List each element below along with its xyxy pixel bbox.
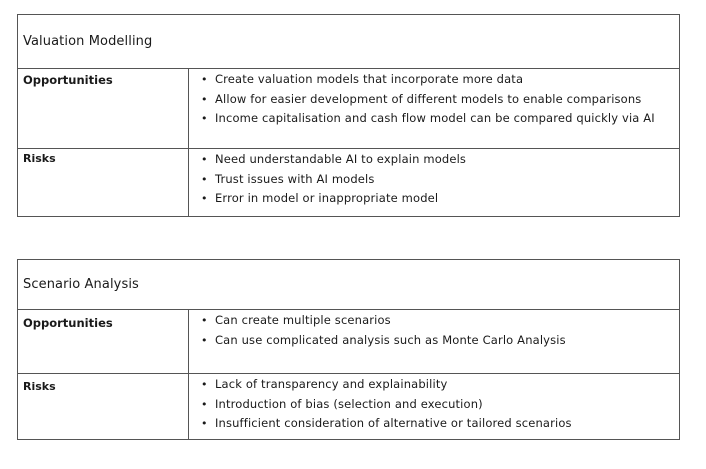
list-item (189, 189, 679, 209)
table-title: Valuation Modelling (23, 34, 153, 49)
risks-label: Risks (23, 380, 56, 393)
bullet-icon: • (201, 92, 208, 106)
risks-row (18, 374, 679, 439)
list-item-text: Introduction of bias (selection and execution) (215, 396, 483, 411)
list-item-text: Error in model or inappropriate model (215, 191, 439, 205)
opportunities-list (189, 311, 679, 350)
list-item (189, 70, 679, 90)
row-label-cell (18, 374, 189, 439)
bullet-icon: • (201, 172, 208, 186)
valuation-modelling-table (17, 14, 680, 217)
row-label-cell (18, 69, 189, 148)
list-item-text: Need understandable AI to explain models (215, 152, 467, 166)
opportunities-list (189, 70, 679, 129)
list-item-text: Create valuation models that incorporate more data (215, 72, 524, 86)
list-item-text: Allow for easier development of different models to enable comparisons (215, 91, 642, 106)
row-label-cell (18, 310, 189, 373)
list-item-text: Lack of transparency and explainability (215, 377, 448, 391)
list-item (189, 109, 679, 129)
opportunities-row (18, 69, 679, 149)
bullet-icon: • (201, 314, 208, 327)
risks-label: Risks (23, 152, 56, 165)
list-item (189, 395, 679, 415)
bullet-icon: • (201, 192, 208, 205)
list-item-text: Income capitalisation and cash flow model can be compared quickly via AI (215, 111, 655, 125)
bullet-icon: • (201, 378, 208, 391)
opportunities-label: Opportunities (23, 73, 113, 87)
list-item (189, 331, 679, 351)
table-title: Scenario Analysis (23, 277, 139, 292)
row-label-cell (18, 149, 189, 216)
bullet-icon: • (201, 73, 208, 86)
list-item-text: Can create multiple scenarios (215, 313, 391, 327)
risks-list (189, 150, 679, 209)
bullet-icon: • (201, 112, 208, 125)
list-item (189, 414, 679, 434)
list-item-text: Can use complicated analysis such as Monte Carlo Analysis (215, 332, 566, 347)
bullet-icon: • (201, 333, 208, 347)
list-item (189, 90, 679, 110)
risks-row (18, 149, 679, 216)
bullet-icon: • (201, 417, 208, 430)
table-title-row (18, 15, 679, 69)
opportunities-row (18, 310, 679, 374)
list-item (189, 150, 679, 170)
opportunities-label: Opportunities (23, 316, 113, 330)
list-item-text: Insufficient consideration of alternative or tailored scenarios (215, 416, 572, 430)
list-item (189, 311, 679, 331)
scenario-analysis-table (17, 259, 680, 440)
list-item (189, 375, 679, 395)
risks-list (189, 375, 679, 434)
bullet-icon: • (201, 153, 208, 166)
list-item (189, 170, 679, 190)
list-item-text: Trust issues with AI models (215, 171, 375, 186)
bullet-icon: • (201, 397, 208, 411)
table-title-row (18, 260, 679, 310)
